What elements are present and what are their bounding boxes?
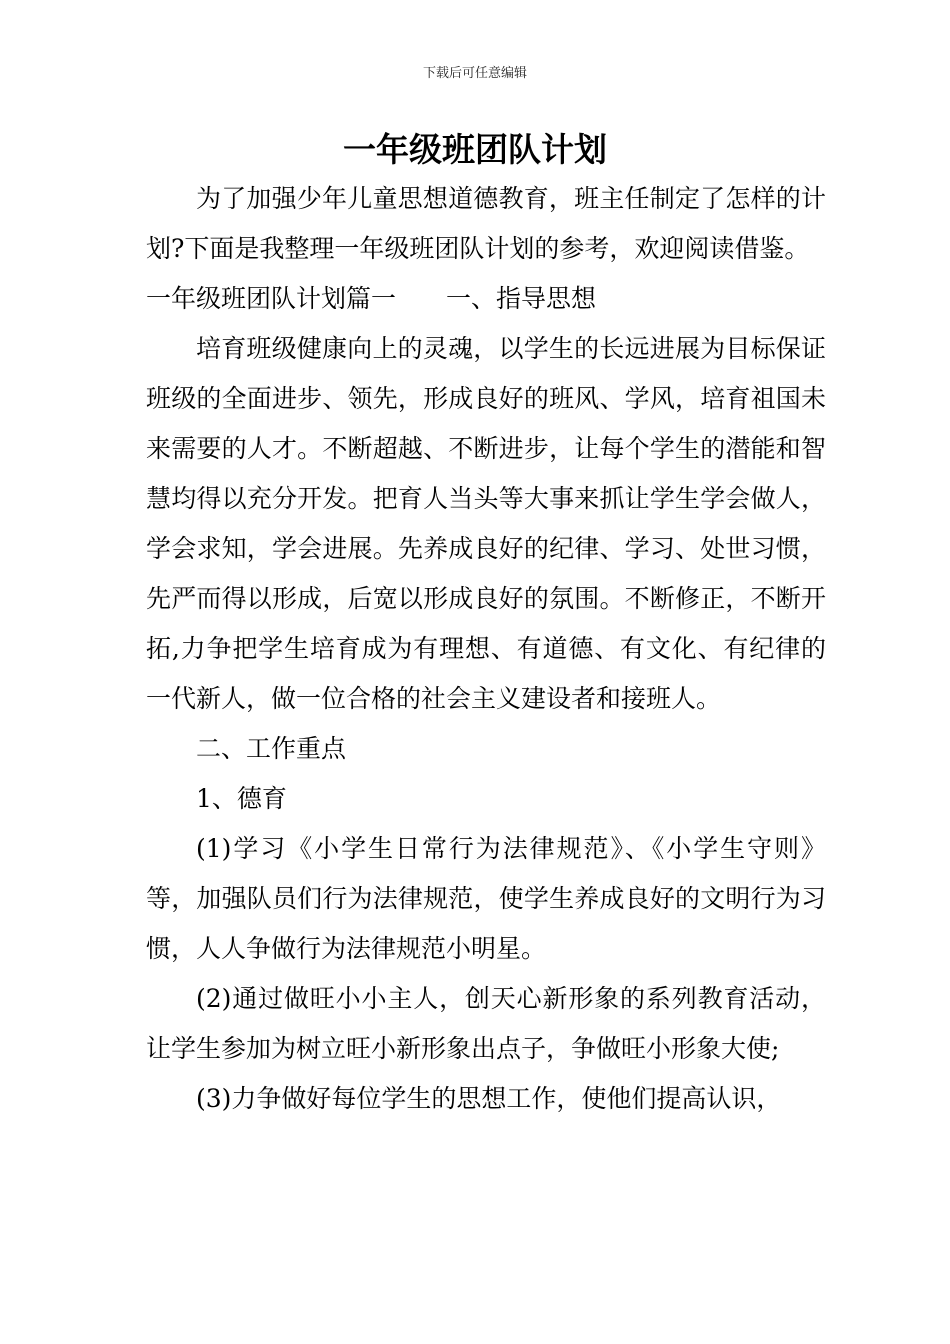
item-paragraph-2: (2)通过做旺小小主人，创天心新形象的系列教育活动，让学生参加为树立旺小新形象出点子，争做旺小形象大使; <box>146 984 826 1063</box>
item-paragraph-3: (3)力争做好每位学生的思想工作，使他们提高认识， <box>196 1084 782 1113</box>
section-heading-guiding-idea: 一年级班团队计划篇一 一、指导思想 <box>146 284 597 313</box>
intro-paragraph: 为了加强少年儿童思想道德教育，班主任制定了怎样的计划?下面是我整理一年级班团队计划的参考，欢迎阅读借鉴。 <box>146 184 826 263</box>
header-note: 下载后可任意编辑 <box>422 66 527 81</box>
section-heading-work-focus: 二、工作重点 <box>196 734 347 763</box>
item-paragraph-1: (1)学习《小学生日常行为法律规范》、《小学生守则》等，加强队员们行为法律规范，使学生养成良好的文明行为习惯，人人争做行为法律规范小明星。 <box>146 834 826 963</box>
document-body <box>146 174 826 1124</box>
subheading-moral-education: 1、德育 <box>196 784 287 813</box>
document-title: 一年级班团队计划 <box>343 130 607 169</box>
guiding-idea-paragraph: 培育班级健康向上的灵魂，以学生的长远进展为目标保证班级的全面进步、领先，形成良好的班风、学风，培育祖国未来需要的人才。不断超越、不断进步，让每个学生的潜能和智慧均得以充分开发。把育人当头等大事来抓让学生学会做人，学会求知，学会进展。先养成良好的纪律、学习、处世习惯，先严而得以形成，后宽以形成良好的氛围。不断修正，不断开拓,力争把学生培育成为有理想、有道德、有文化、有纪律的一代新人，做一位合格的社会主义建设者和接班人。 <box>146 334 826 713</box>
